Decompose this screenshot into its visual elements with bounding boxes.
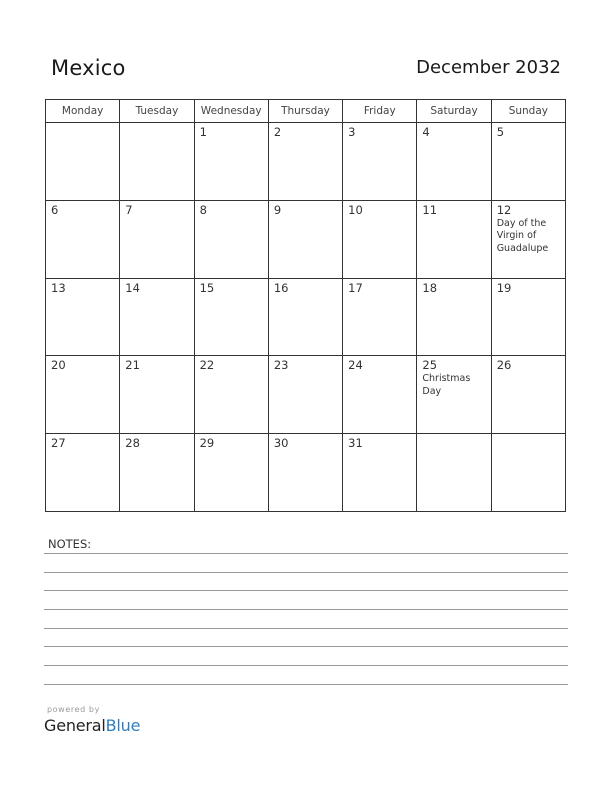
day-number: 19: [496, 280, 512, 295]
note-line: [44, 684, 568, 685]
day-number: 2: [273, 125, 282, 139]
day-cell: [46, 123, 120, 201]
generalblue-logo: [44, 716, 140, 735]
day-cell: [194, 278, 268, 356]
day-cell: [417, 200, 491, 278]
day-number: 10: [348, 202, 363, 217]
day-number: 16: [273, 280, 289, 295]
note-line: [44, 553, 568, 554]
day-cell: [120, 434, 194, 512]
day-cell-holiday: [491, 200, 565, 278]
day-cell: [194, 123, 268, 201]
day-number: 25: [422, 358, 438, 373]
week-row-2: [46, 200, 566, 278]
day-number: 8: [199, 202, 207, 217]
day-number: 1: [199, 125, 207, 139]
day-number: [492, 434, 565, 437]
day-number: 22: [199, 358, 215, 373]
day-cell: [491, 434, 565, 512]
day-number: 5: [496, 125, 505, 139]
day-cell: [343, 434, 417, 512]
note-line: [44, 590, 568, 591]
day-number: 30: [273, 436, 289, 451]
day-cell: [417, 434, 491, 512]
day-cell: [194, 200, 268, 278]
week-row-1: [46, 123, 566, 201]
day-cell: [46, 434, 120, 512]
day-cell: [268, 356, 342, 434]
day-number: 7: [125, 202, 133, 217]
day-number: 14: [125, 280, 140, 295]
day-number: 26: [496, 358, 512, 373]
weekday-friday: Friday: [343, 100, 417, 123]
day-cell: [268, 200, 342, 278]
day-number: [417, 434, 490, 437]
powered-by-text: powered by: [47, 705, 100, 714]
day-cell: [343, 200, 417, 278]
day-number: [46, 123, 119, 126]
day-number: 4: [422, 125, 430, 139]
day-number: 20: [51, 358, 66, 373]
day-number: 12: [496, 202, 512, 217]
day-cell: [343, 123, 417, 201]
weekday-sunday: Sunday: [491, 100, 565, 123]
day-cell: [343, 356, 417, 434]
note-line: [44, 572, 568, 573]
day-cell: [417, 123, 491, 201]
day-number: 18: [422, 280, 438, 295]
day-number: [120, 123, 193, 126]
notes-label: NOTES:: [48, 537, 92, 551]
day-cell: [194, 434, 268, 512]
day-cell: [491, 278, 565, 356]
day-cell: [417, 278, 491, 356]
note-line: [44, 665, 568, 666]
day-number: 15: [199, 280, 215, 295]
month-year-title: December 2032: [416, 57, 561, 78]
weekday-monday: Monday: [46, 100, 120, 123]
day-number: 31: [348, 436, 363, 451]
day-cell: [46, 200, 120, 278]
weekday-saturday: Saturday: [417, 100, 491, 123]
note-line: [44, 646, 568, 647]
day-cell: [120, 356, 194, 434]
weekday-header-row: [46, 100, 566, 123]
day-number: 9: [273, 202, 282, 217]
calendar-grid: [45, 99, 566, 512]
weekday-tuesday: Tuesday: [120, 100, 194, 123]
brand-blue: Blue: [105, 716, 141, 735]
day-cell-holiday: [417, 356, 491, 434]
day-number: 11: [422, 202, 438, 217]
day-cell: [268, 278, 342, 356]
day-number: 29: [199, 436, 215, 451]
day-cell: [120, 123, 194, 201]
week-row-4: [46, 356, 566, 434]
day-cell: [194, 356, 268, 434]
week-row-3: [46, 278, 566, 356]
country-title: Mexico: [51, 56, 126, 80]
note-line: [44, 609, 568, 610]
day-number: 21: [125, 358, 140, 373]
holiday-label: Christmas Day: [422, 373, 471, 397]
week-row-5: [46, 434, 566, 512]
day-number: 13: [51, 280, 66, 295]
day-number: 27: [51, 436, 66, 451]
brand-general: General: [44, 716, 106, 735]
day-number: 23: [273, 358, 289, 373]
day-cell: [120, 278, 194, 356]
holiday-label: Day of the Virgin of Guadalupe: [496, 217, 549, 254]
day-number: 6: [51, 202, 59, 217]
day-cell: [491, 356, 565, 434]
day-cell: [46, 356, 120, 434]
day-cell: [120, 200, 194, 278]
note-line: [44, 628, 568, 629]
day-number: 28: [125, 436, 140, 451]
day-number: 24: [348, 358, 363, 373]
day-number: 3: [348, 125, 356, 139]
day-cell: [343, 278, 417, 356]
weekday-wednesday: Wednesday: [194, 100, 268, 123]
day-cell: [491, 123, 565, 201]
day-number: 17: [348, 280, 363, 295]
day-cell: [46, 278, 120, 356]
weekday-thursday: Thursday: [268, 100, 342, 123]
day-cell: [268, 434, 342, 512]
day-cell: [268, 123, 342, 201]
